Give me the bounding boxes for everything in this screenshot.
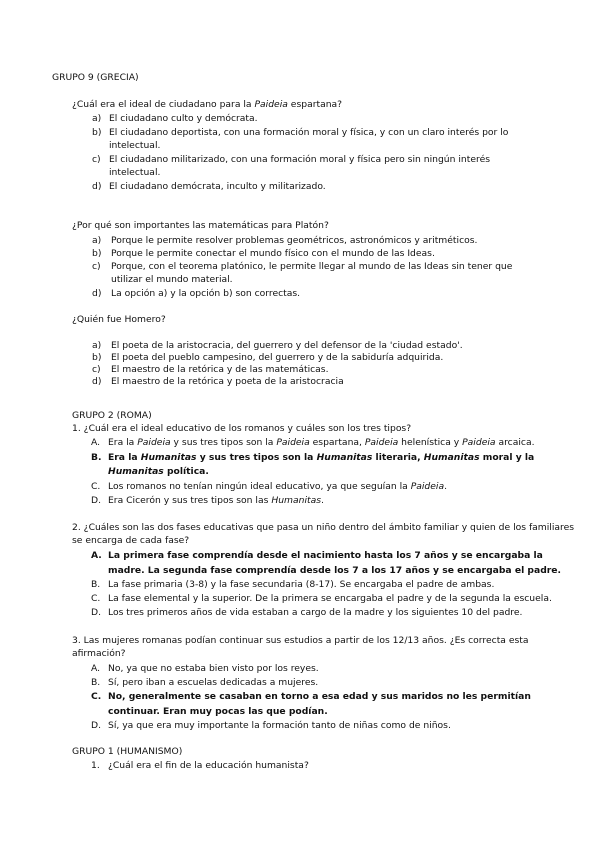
option-text: El ciudadano culto y demócrata. <box>109 113 258 124</box>
question-mujeres-romanas-cont: afirmación? <box>72 648 126 659</box>
question-fin-educacion-humanista: ¿Cuál era el fin de la educación humanista? <box>108 760 309 771</box>
question-homero: ¿Quién fue Homero? <box>72 314 166 325</box>
option-text: Los romanos no tenían ningún ideal educativo, ya que seguían la Paideia. <box>108 481 448 492</box>
option-text-cont: utilizar el mundo material. <box>111 274 233 285</box>
option-marker: D. <box>91 607 101 618</box>
option-text: El poeta de la aristocracia, del guerrero y del defensor de la 'ciudad estado'. <box>111 340 463 351</box>
option-marker: B. <box>91 579 101 590</box>
option-marker: c) <box>92 261 101 272</box>
option-text: La opción a) y la opción b) son correctas. <box>111 288 301 299</box>
option-text: Sí, pero iban a escuelas dedicadas a mujeres. <box>108 677 319 688</box>
option-marker: b) <box>92 248 102 259</box>
option-marker: C. <box>91 691 102 702</box>
option-marker: B. <box>91 452 102 463</box>
option-marker: D. <box>91 495 101 506</box>
group-heading-humanismo: GRUPO 1 (HUMANISMO) <box>72 746 183 757</box>
option-marker: d) <box>92 376 102 387</box>
option-text-cont: intelectual. <box>109 167 161 178</box>
option-text: El maestro de la retórica y de las matemáticas. <box>111 364 329 375</box>
option-text: Los tres primeros años de vida estaban a cargo de la madre y los siguientes 10 del padre. <box>108 607 523 618</box>
group-heading-grecia: GRUPO 9 (GRECIA) <box>52 72 139 83</box>
option-marker: b) <box>92 352 102 363</box>
option-text: La fase elemental y la superior. De la primera se encargaba el padre y de la segunda la escuela. <box>108 593 552 604</box>
option-text-correct: No, generalmente se casaban en torno a esa edad y sus maridos no les permitían <box>108 691 531 702</box>
option-text-correct-cont: Humanitas política. <box>108 466 209 477</box>
option-text: Era Cicerón y sus tres tipos son las Humanitas. <box>108 495 324 506</box>
question-matematicas-platon: ¿Por qué son importantes las matemáticas para Platón? <box>72 220 329 231</box>
option-marker: A. <box>91 550 102 561</box>
option-text: Era la Paideia y sus tres tipos son la Paideia espartana, Paideia helenística y Paideia arcaica. <box>108 437 535 448</box>
option-marker: B. <box>91 677 101 688</box>
question-mujeres-romanas: 3. Las mujeres romanas podían continuar sus estudios a partir de los 12/13 años. ¿Es correcta esta <box>72 635 529 646</box>
question-fases-educativas: 2. ¿Cuáles son las dos fases educativas que pasa un niño dentro del ámbito familiar y quien de los familiares <box>72 522 575 533</box>
question-fases-educativas-cont: se encarga de cada fase? <box>72 535 190 546</box>
option-marker: a) <box>92 340 102 351</box>
option-text-correct: Era la Humanitas y sus tres tipos son la Humanitas literaria, Humanitas moral y la <box>108 452 535 463</box>
option-marker: C. <box>91 593 101 604</box>
option-text-correct: La primera fase comprendía desde el nacimiento hasta los 7 años y se encargaba la <box>108 550 543 561</box>
option-text: El maestro de la retórica y poeta de la aristocracia <box>111 376 344 387</box>
option-marker: A. <box>91 663 101 674</box>
option-text: El ciudadano demócrata, inculto y militarizado. <box>109 181 326 192</box>
option-marker: d) <box>92 288 102 299</box>
option-marker: D. <box>91 720 101 731</box>
option-text-cont: intelectual. <box>109 140 161 151</box>
option-marker: c) <box>92 364 101 375</box>
option-text: El ciudadano militarizado, con una formación moral y física pero sin ningún interés <box>109 154 491 165</box>
group-heading-roma: GRUPO 2 (ROMA) <box>72 410 152 421</box>
option-marker: a) <box>92 235 102 246</box>
option-text: Porque le permite resolver problemas geométricos, astronómicos y aritméticos. <box>111 235 478 246</box>
option-text: El poeta del pueblo campesino, del guerrero y de la sabiduría adquirida. <box>111 352 444 363</box>
option-marker: A. <box>91 437 101 448</box>
option-text: Porque, con el teorema platónico, le permite llegar al mundo de las Ideas sin tener que <box>111 261 513 272</box>
option-marker: C. <box>91 481 101 492</box>
option-text-correct-cont: continuar. Eran muy pocas las que podían. <box>108 706 328 717</box>
option-text: Sí, ya que era muy importante la formación tanto de niñas como de niños. <box>108 720 451 731</box>
question-ideal-romanos: 1. ¿Cuál era el ideal educativo de los romanos y cuáles son los tres tipos? <box>72 423 412 434</box>
option-text-correct-cont: madre. La segunda fase comprendía desde los 7 a los 17 años y se encargaba el padre. <box>108 565 562 576</box>
option-marker: c) <box>92 154 101 165</box>
option-text: La fase primaria (3-8) y la fase secundaria (8-17). Se encargaba el padre de ambas. <box>108 579 495 590</box>
option-text: Porque le permite conectar el mundo físico con el mundo de las Ideas. <box>111 248 435 259</box>
question-paideia-espartana: ¿Cuál era el ideal de ciudadano para la Paideia espartana? <box>72 99 343 110</box>
option-marker: d) <box>92 181 102 192</box>
option-text: No, ya que no estaba bien visto por los reyes. <box>108 663 319 674</box>
option-marker: a) <box>92 113 102 124</box>
option-marker: b) <box>92 127 102 138</box>
option-text: El ciudadano deportista, con una formación moral y física, y con un claro interés por lo <box>109 127 509 138</box>
option-marker: 1. <box>91 760 100 771</box>
